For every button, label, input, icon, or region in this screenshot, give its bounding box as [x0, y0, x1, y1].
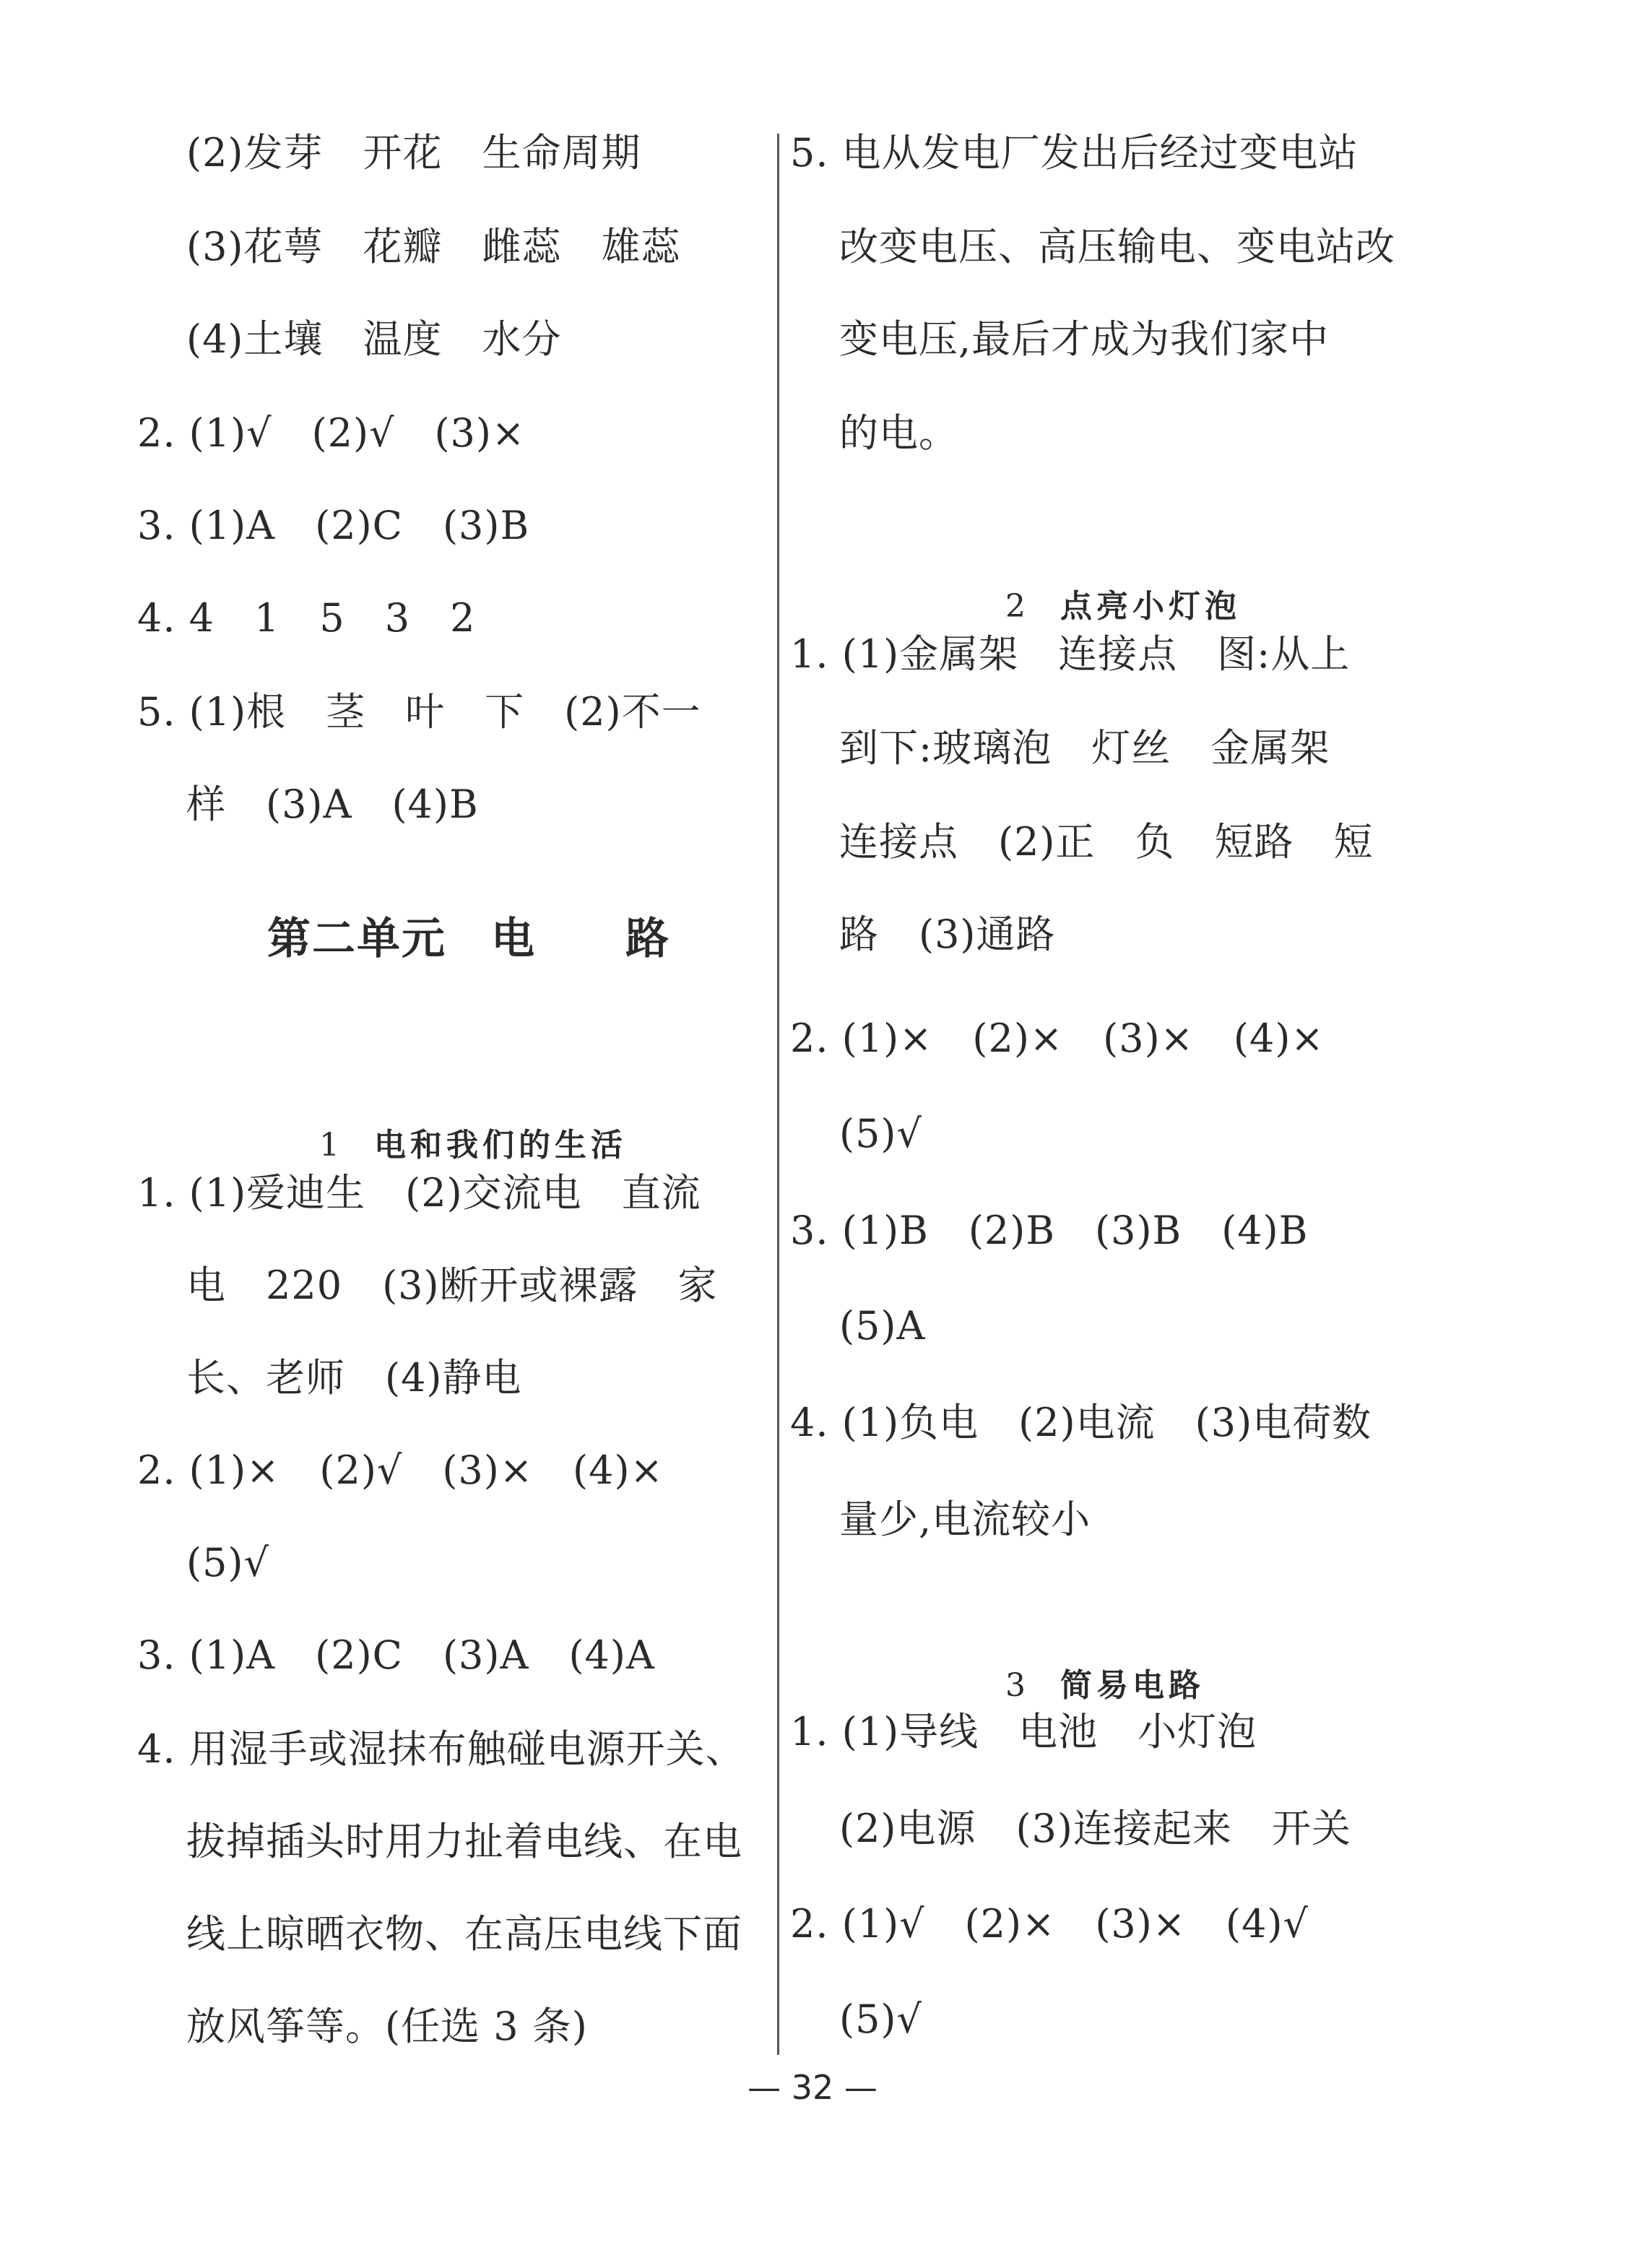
answer-line: (2)发芽 开花 生命周期	[186, 130, 641, 176]
answer-line: 2. (1)× (2)√ (3)× (4)×	[137, 1447, 664, 1493]
subsection-title: 简易电路	[1060, 1667, 1205, 1704]
column-divider	[777, 134, 779, 2055]
subsection-number: 2	[1005, 588, 1026, 625]
unit-title: 第二单元 电 路	[267, 914, 670, 964]
answer-line: 放风筝等。(任选 3 条)	[186, 2004, 588, 2049]
answer-line: 到下:玻璃泡 灯丝 金属架	[839, 725, 1330, 771]
answer-line: 拔掉插头时用力扯着电线、在电	[186, 1819, 742, 1864]
subsection-number: 1	[318, 1127, 339, 1164]
subsection-number: 3	[1005, 1667, 1026, 1704]
answer-line: (5)√	[186, 1540, 269, 1585]
answer-line: (4)土壤 温度 水分	[186, 316, 562, 362]
answer-line: 1. (1)导线 电池 小灯泡	[790, 1709, 1257, 1754]
answer-line: (5)√	[839, 1111, 922, 1156]
answer-line: (5)A	[839, 1303, 926, 1349]
answer-line: 5. 电从发电厂发出后经过变电站	[790, 130, 1358, 176]
answer-line: 1. (1)金属架 连接点 图:从上	[790, 631, 1351, 677]
answer-line: (2)电源 (3)连接起来 开关	[839, 1806, 1351, 1851]
subsection-title: 电和我们的生活	[373, 1127, 627, 1164]
page-number: — 32 —	[748, 2068, 878, 2107]
answer-line: 改变电压、高压输电、变电站改	[839, 224, 1395, 269]
answer-line: 1. (1)爱迪生 (2)交流电 直流	[137, 1170, 701, 1216]
answer-line: 样 (3)A (4)B	[186, 782, 479, 827]
answer-line: 4. (1)负电 (2)电流 (3)电荷数	[790, 1400, 1372, 1445]
answer-line: 的电。	[839, 410, 958, 456]
answer-line: 2. (1)√ (2)√ (3)×	[137, 410, 526, 456]
answer-line: 2. (1)× (2)× (3)× (4)×	[790, 1016, 1325, 1061]
answer-line: (5)√	[839, 1996, 922, 2042]
answer-line: 量少,电流较小	[839, 1497, 1091, 1542]
answer-line: 4. 用湿手或湿抹布触碰电源开关、	[137, 1726, 745, 1772]
answer-line: 长、老师 (4)静电	[186, 1355, 522, 1401]
answer-line: 3. (1)A (2)C (3)A (4)A	[137, 1632, 655, 1678]
answer-line: 路 (3)通路	[839, 912, 1056, 957]
subsection-title: 点亮小灯泡	[1060, 588, 1241, 625]
answer-line: 2. (1)√ (2)× (3)× (4)√	[790, 1901, 1309, 1947]
answer-line: 3. (1)A (2)C (3)B	[137, 503, 530, 548]
answer-line: 变电压,最后才成为我们家中	[839, 316, 1330, 362]
answer-line: 电 220 (3)断开或裸露 家	[186, 1263, 718, 1308]
answer-line: 线上晾晒衣物、在高压电线下面	[186, 1911, 742, 1957]
answer-line: 3. (1)B (2)B (3)B (4)B	[790, 1208, 1309, 1253]
answer-line: 4. 4 1 5 3 2	[137, 595, 476, 641]
answer-line: 连接点 (2)正 负 短路 短	[839, 819, 1374, 865]
answer-line: (3)花萼 花瓣 雌蕊 雄蕊	[186, 224, 681, 269]
answer-line: 5. (1)根 茎 叶 下 (2)不一	[137, 689, 701, 735]
